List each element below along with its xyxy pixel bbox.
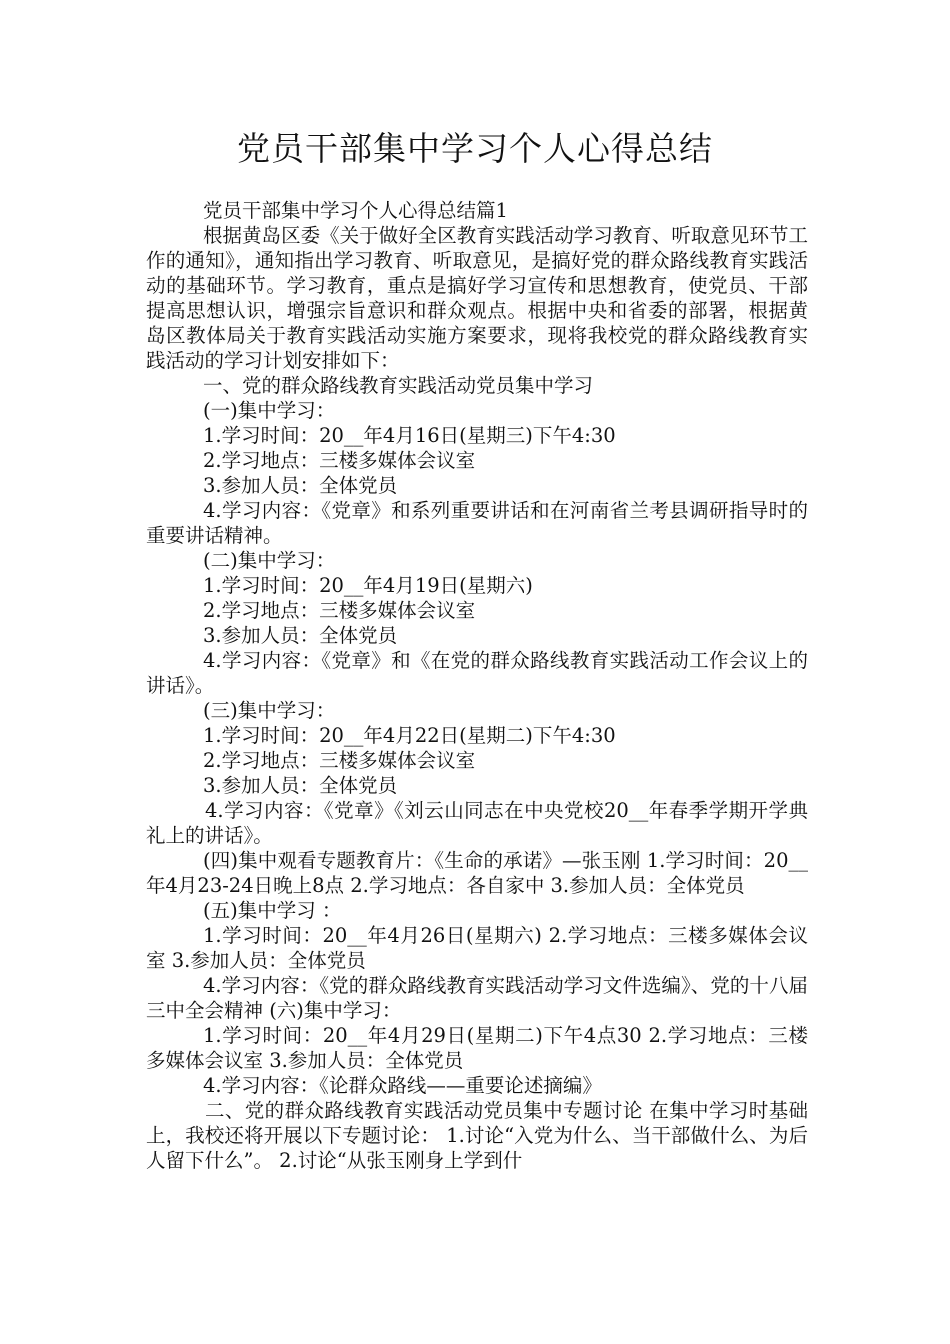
paragraph-session-2-heading: (二)集中学习：: [203, 549, 336, 572]
paragraph-session-1-place: 2.学习地点：三楼多媒体会议室: [203, 449, 476, 472]
paragraph-intro: 根据黄岛区委《关于做好全区教育实践活动学习教育、听取意见环节工作的通知》，通知指出学习教育、听取意见，是搞好党的群众路线教育实践活动的基础环节。学习教育，重点是搞好学习宣传和思想教育，使党员、干部提高思想认识，增强宗旨意识和群众观点。根据中央和省委的部署，根据黄岛区教体局关于教育实践活动实施方案要求，现将我校党的群众路线教育实践活动的学习计划安排如下：: [146, 224, 808, 372]
paragraph-session-1-attendees: 3.参加人员：全体党员: [203, 474, 398, 497]
paragraph-session-5-details: 1.学习时间：20__年4月26日(星期六) 2.学习地点：三楼多媒体会议室 3.参加人员：全体党员: [146, 924, 808, 972]
document-body: [146, 198, 808, 1173]
paragraph-session-2-attendees: 3.参加人员：全体党员: [203, 624, 398, 647]
paragraph-session-3-heading: (三)集中学习：: [203, 699, 336, 722]
paragraph-session-3-content: 4.学习内容：《党章》《刘云山同志在中央党校20__年春季学期开学典礼上的讲话》。: [146, 799, 808, 847]
paragraph-session-4: (四)集中观看专题教育片：《生命的承诺》—张玉刚 1.学习时间：20__年4月23-24日晚上8点 2.学习地点：各自家中 3.参加人员：全体党员: [146, 849, 808, 897]
paragraph-session-3-attendees: 3.参加人员：全体党员: [203, 774, 398, 797]
paragraph-session-1-heading: (一)集中学习：: [203, 399, 336, 422]
paragraph-session-1-time: 1.学习时间：20__年4月16日(星期三)下午4:30: [203, 424, 616, 447]
paragraph-section-heading: 党员干部集中学习个人心得总结篇1: [203, 199, 508, 222]
paragraph-session-2-place: 2.学习地点：三楼多媒体会议室: [203, 599, 476, 622]
document-title: 党员干部集中学习个人心得总结: [237, 129, 713, 168]
paragraph-part-two: 二、党的群众路线教育实践活动党员集中专题讨论 在集中学习时基础上，我校还将开展以下专题讨论： 1.讨论“入党为什么、当干部做什么、为后人留下什么”。 2.讨论“从张玉刚身上学到什: [146, 1099, 808, 1172]
paragraph-session-6-content: 4.学习内容：《论群众路线——重要论述摘编》: [203, 1074, 602, 1097]
paragraph-session-2-time: 1.学习时间：20__年4月19日(星期六): [203, 574, 533, 597]
paragraph-session-5-content: 4.学习内容：《党的群众路线教育实践活动学习文件选编》、党的十八届三中全会精神 (六)集中学习：: [146, 974, 808, 1022]
paragraph-session-5-heading: (五)集中学习 ：: [203, 899, 342, 922]
paragraph-session-1-content: 4.学习内容：《党章》和系列重要讲话和在河南省兰考县调研指导时的重要讲话精神。: [146, 499, 808, 547]
paragraph-part-one-heading: 一、党的群众路线教育实践活动党员集中学习: [203, 374, 594, 397]
paragraph-session-6-details: 1.学习时间：20__年4月29日(星期二)下午4点30 2.学习地点：三楼多媒体会议室 3.参加人员：全体党员: [146, 1024, 808, 1072]
paragraph-session-3-place: 2.学习地点：三楼多媒体会议室: [203, 749, 476, 772]
paragraph-session-3-time: 1.学习时间：20__年4月22日(星期二)下午4:30: [203, 724, 616, 747]
paragraph-session-2-content: 4.学习内容：《党章》和《在党的群众路线教育实践活动工作会议上的讲话》。: [146, 649, 808, 697]
